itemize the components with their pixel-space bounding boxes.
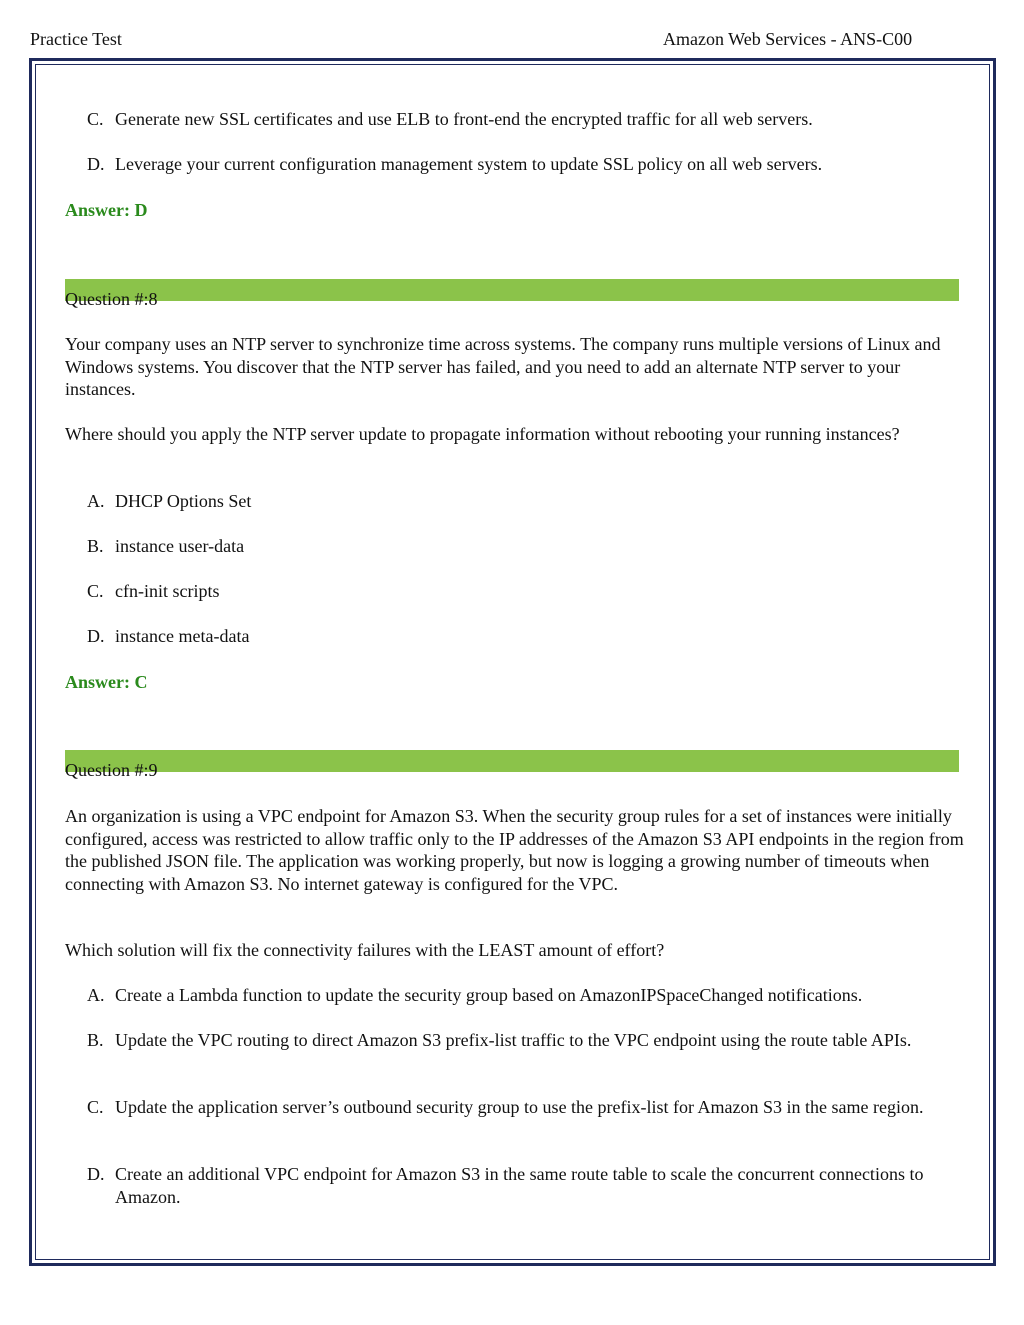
page-frame-inner	[35, 64, 990, 1260]
option-letter: C.	[87, 1097, 104, 1117]
header-right-title: Amazon Web Services - ANS-C00	[663, 29, 913, 49]
question-9-paragraph-1: An organization is using a VPC endpoint for Amazon S3. When the security group rules for a set of instances were initially configured, access was restricted to allow traffic only to the IP addresses of the Amazon S3 API endpoints in the region from the published JSON file. The application was working properly, but now is logging a growing number of timeouts when connecting with Amazon S3. No internet gateway is configured for the VPC.	[65, 806, 964, 894]
option-letter: C.	[87, 109, 104, 129]
prev-option-d	[87, 153, 967, 176]
option-text: Create a Lambda function to update the security group based on AmazonIPSpaceChanged notifications.	[115, 985, 863, 1005]
option-letter: A.	[87, 985, 105, 1005]
option-text: cfn-init scripts	[115, 581, 220, 601]
question-8-paragraph-1: Your company uses an NTP server to synchronize time across systems. The company runs multiple versions of Linux and Windows systems. You discover that the NTP server has failed, and you need to add an alternate NTP server to your instances.	[65, 334, 941, 399]
option-text: Update the application server’s outbound security group to use the prefix-list for Amazon S3 in the same region.	[115, 1097, 924, 1117]
question-9-option-a	[87, 984, 967, 1007]
option-letter: B.	[87, 536, 104, 556]
option-text: instance user-data	[115, 536, 245, 556]
option-letter: D.	[87, 1164, 105, 1184]
question-8-option-c	[87, 580, 967, 603]
header-left-title: Practice Test	[30, 29, 122, 49]
prev-option-c	[87, 108, 967, 131]
question-8-header-bar	[65, 279, 959, 301]
question-8-answer: Answer: C	[65, 672, 148, 692]
question-9-option-c	[87, 1096, 967, 1119]
option-text: Create an additional VPC endpoint for Amazon S3 in the same route table to scale the concurrent connections to Amazon.	[115, 1164, 924, 1207]
option-letter: D.	[87, 626, 105, 646]
question-8-option-b	[87, 535, 967, 558]
question-9-option-d	[87, 1163, 967, 1208]
option-text: DHCP Options Set	[115, 491, 252, 511]
option-letter: C.	[87, 581, 104, 601]
question-9-header-bar	[65, 750, 959, 772]
prev-answer: Answer: D	[65, 200, 148, 220]
option-text: instance meta-data	[115, 626, 250, 646]
option-text: Update the VPC routing to direct Amazon S3 prefix-list traffic to the VPC endpoint using the route table APIs.	[115, 1030, 912, 1050]
question-9-label: Question #:9	[65, 760, 158, 780]
question-8-paragraph-2: Where should you apply the NTP server update to propagate information without rebooting your running instances?	[65, 424, 900, 444]
question-9-paragraph-2: Which solution will fix the connectivity failures with the LEAST amount of effort?	[65, 940, 665, 960]
option-letter: B.	[87, 1030, 104, 1050]
question-9-option-b	[87, 1029, 967, 1052]
option-text: Generate new SSL certificates and use ELB to front-end the encrypted traffic for all web servers.	[115, 109, 813, 129]
question-8-option-d	[87, 625, 967, 648]
option-letter: A.	[87, 491, 105, 511]
option-letter: D.	[87, 154, 105, 174]
option-text: Leverage your current configuration management system to update SSL policy on all web servers.	[115, 154, 823, 174]
question-8-label: Question #:8	[65, 289, 158, 309]
question-8-option-a	[87, 490, 967, 513]
